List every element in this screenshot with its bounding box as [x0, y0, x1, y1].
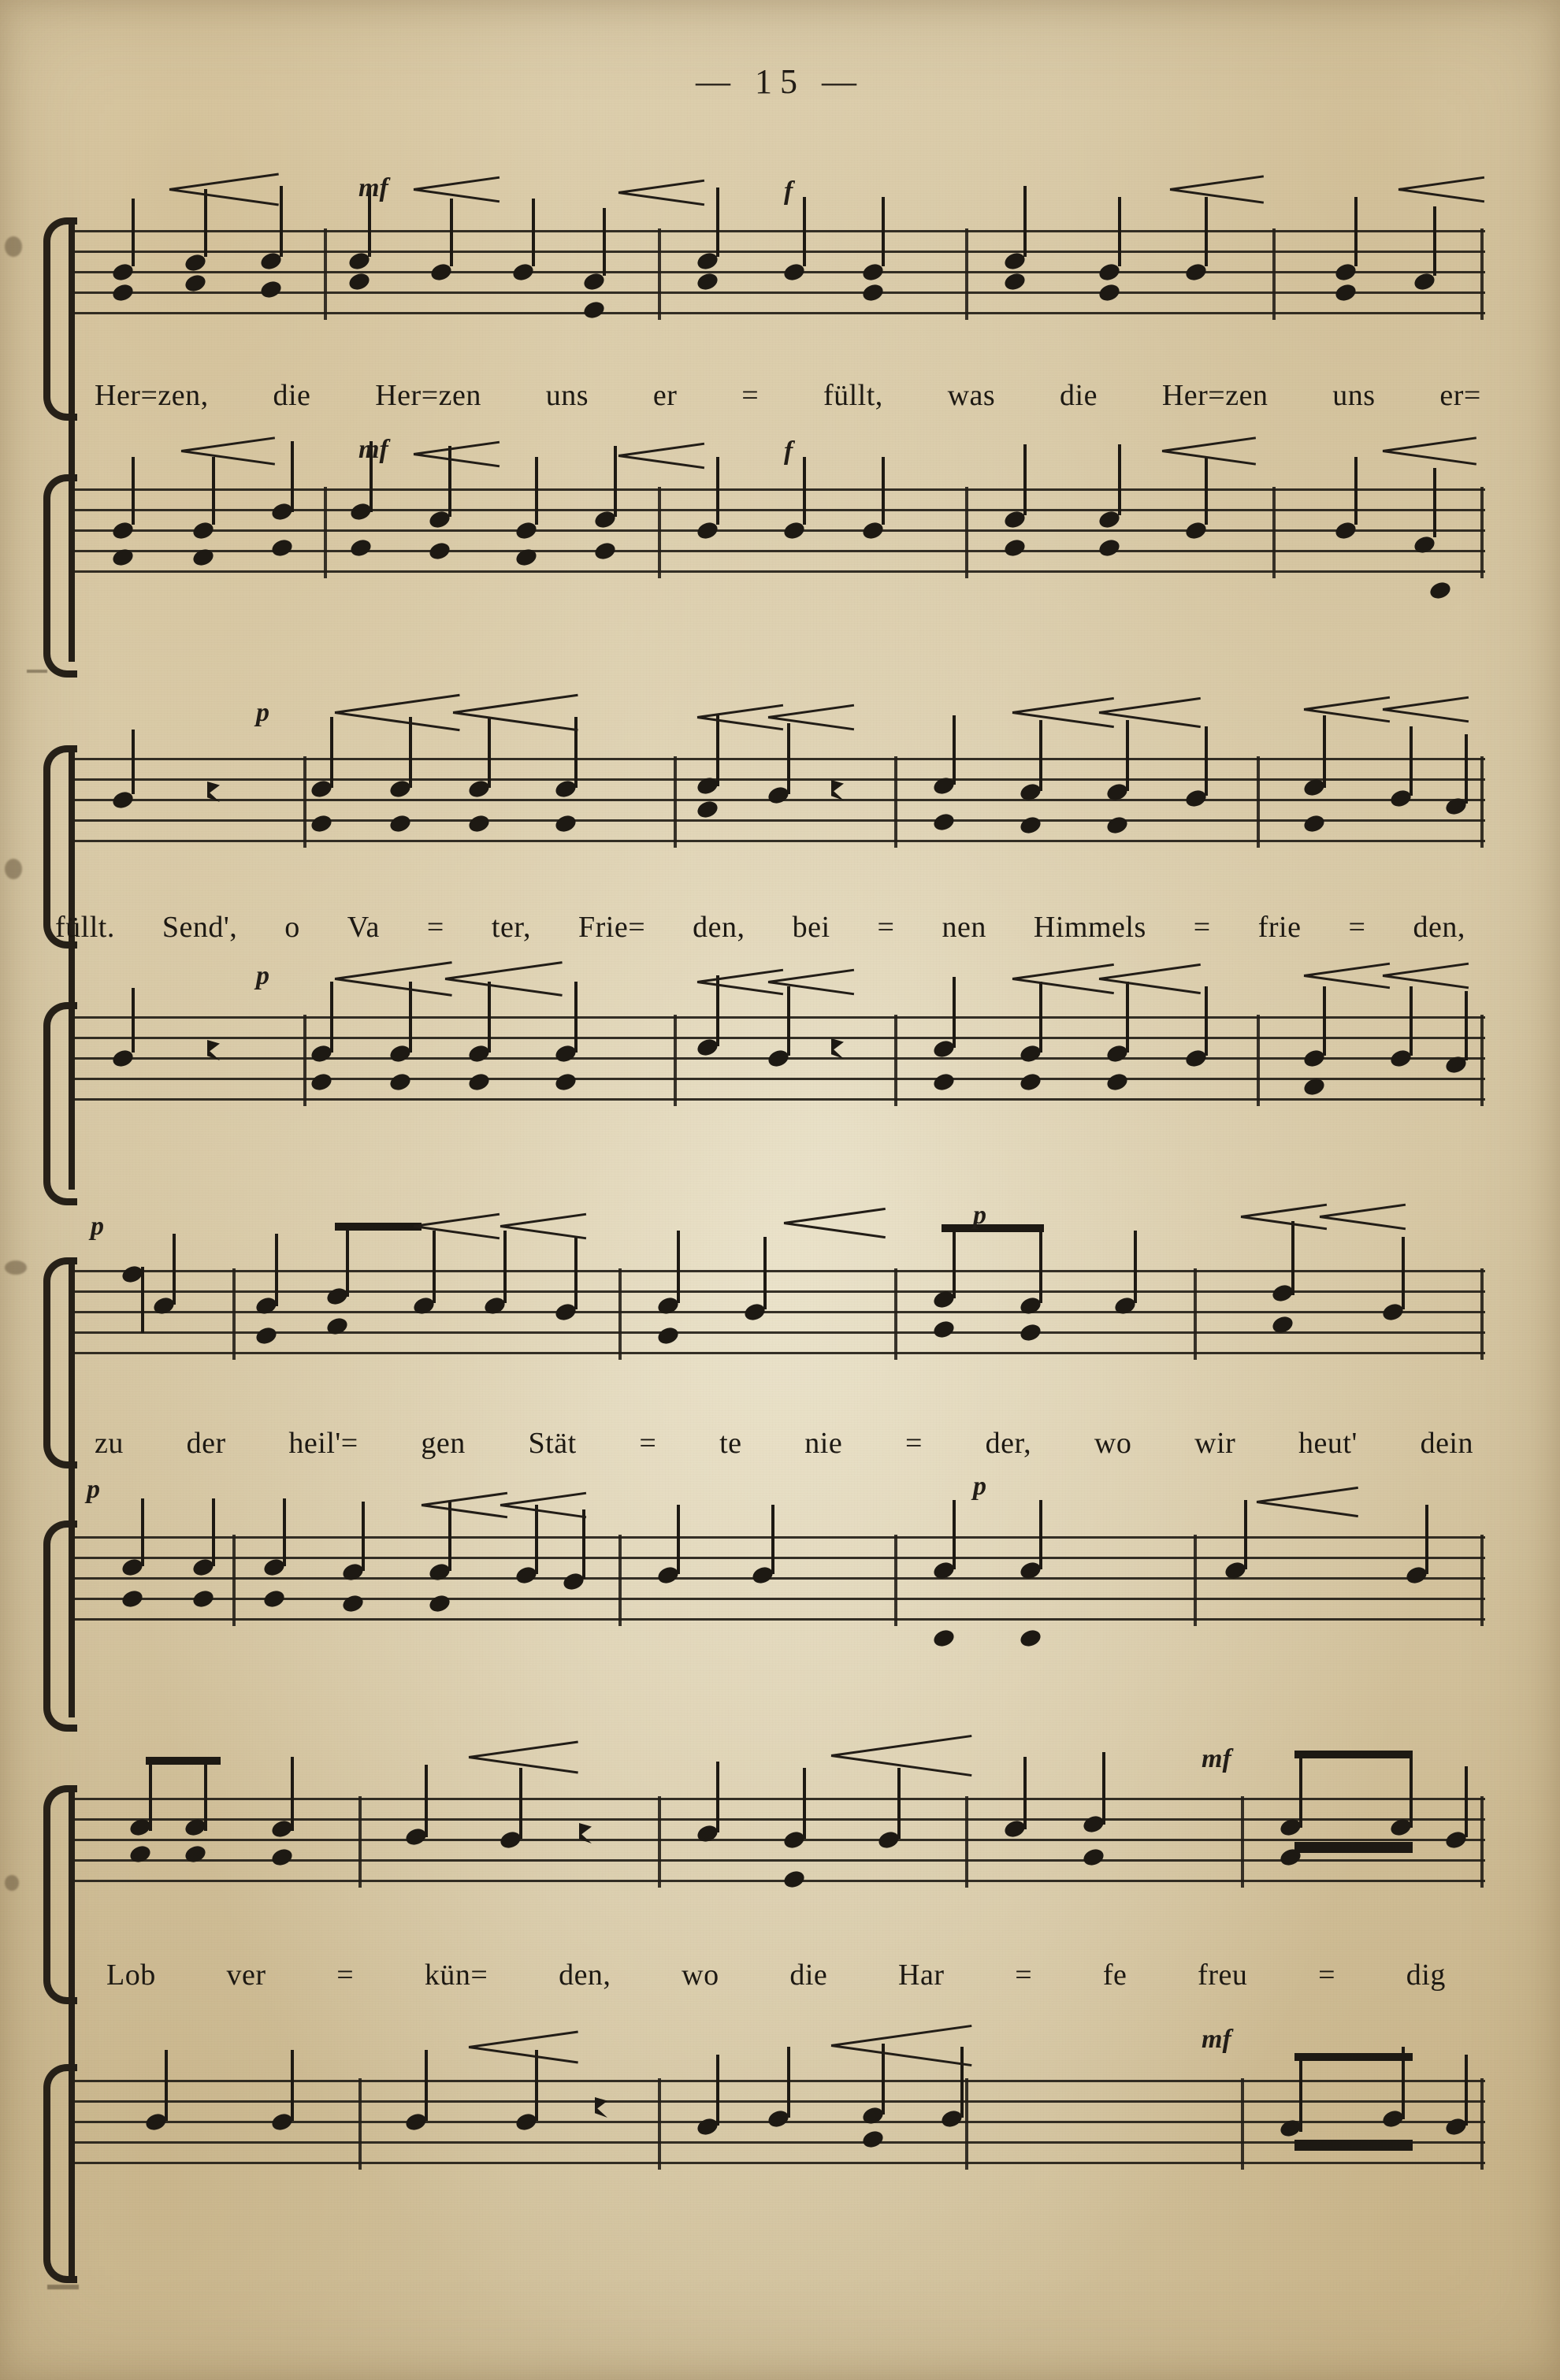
- margin-tear-mark: [47, 2285, 79, 2289]
- decrescendo-hairpin-icon: [1398, 181, 1485, 195]
- decrescendo-hairpin-icon: [181, 443, 276, 457]
- decrescendo-hairpin-icon: [1320, 1209, 1406, 1223]
- lyric-syllable: wo: [1094, 1427, 1132, 1460]
- lyric-syllable: freu: [1198, 1959, 1248, 1992]
- lyric-syllable: was: [947, 379, 996, 412]
- brace-icon: [43, 1785, 77, 2004]
- margin-punch-hole: [5, 236, 22, 257]
- lyric-syllable: Va: [347, 911, 380, 944]
- staff-upper-4: [75, 1798, 1485, 1886]
- margin-punch-hole: [5, 1875, 19, 1891]
- lyric-syllable: Lob: [106, 1959, 156, 1992]
- lyric-syllable: wir: [1194, 1427, 1236, 1460]
- decrescendo-hairpin-icon: [831, 2037, 973, 2051]
- lyric-syllable: =: [639, 1427, 657, 1460]
- lyric-syllable: =: [1193, 911, 1211, 944]
- dynamic-mf: mf: [358, 173, 388, 202]
- lyric-syllable: fe: [1102, 1959, 1127, 1992]
- page-number-dash-left: —: [696, 62, 738, 101]
- lyric-syllable: dein: [1420, 1427, 1473, 1460]
- decrescendo-hairpin-icon: [1170, 181, 1265, 195]
- decrescendo-hairpin-icon: [414, 181, 500, 195]
- crescendo-hairpin-icon: [414, 1218, 500, 1232]
- lyric-syllable: =: [741, 379, 760, 412]
- lyric-syllable: gen: [421, 1427, 466, 1460]
- decrescendo-hairpin-icon: [618, 447, 705, 462]
- staff-lower-1: [75, 488, 1485, 577]
- decrescendo-hairpin-icon: [768, 974, 855, 988]
- lyric-syllable: füllt,: [823, 379, 883, 412]
- crescendo-hairpin-icon: [1241, 1209, 1328, 1223]
- lyric-syllable: den,: [1413, 911, 1465, 944]
- lyric-syllable: bei: [792, 911, 830, 944]
- lyric-syllable: er: [652, 379, 678, 412]
- margin-punch-hole: [5, 1261, 27, 1275]
- crescendo-hairpin-icon: [335, 971, 453, 985]
- lyric-syllable: Send',: [162, 911, 238, 944]
- lyric-syllable: Frie=: [578, 911, 646, 944]
- decrescendo-hairpin-icon: [445, 971, 563, 985]
- decrescendo-hairpin-icon: [500, 1218, 587, 1232]
- lyric-syllable: heut': [1298, 1427, 1358, 1460]
- crescendo-hairpin-icon: [422, 1497, 508, 1511]
- decrescendo-hairpin-icon: [1099, 971, 1202, 985]
- page-number-dash-right: —: [822, 62, 864, 101]
- brace-icon: [43, 1002, 77, 1205]
- dynamic-p: p: [91, 1212, 104, 1241]
- dynamic-p: p: [256, 698, 269, 727]
- lyric-syllable: den,: [693, 911, 745, 944]
- lyric-syllable: nie: [804, 1427, 843, 1460]
- decrescendo-hairpin-icon: [453, 704, 579, 718]
- lyric-syllable: die: [789, 1959, 828, 1992]
- lyric-syllable: nen: [942, 911, 986, 944]
- lyric-syllable: ter,: [491, 911, 531, 944]
- decrescendo-hairpin-icon: [1162, 443, 1257, 457]
- lyric-syllable: =: [1318, 1959, 1336, 1992]
- decrescendo-hairpin-icon: [500, 1497, 587, 1511]
- crescendo-hairpin-icon: [335, 704, 461, 718]
- staff-lower-2: [75, 1016, 1485, 1105]
- lyric-line-4: [106, 1958, 1446, 1992]
- dynamic-p-lower: p: [256, 961, 269, 990]
- lyric-syllable: =: [904, 1427, 923, 1460]
- dynamic-p-2: p: [973, 1201, 986, 1230]
- decrescendo-hairpin-icon: [784, 1215, 886, 1229]
- crescendo-hairpin-icon: [1304, 701, 1391, 715]
- lyric-syllable: uns: [1332, 379, 1376, 412]
- brace-icon: [43, 2064, 77, 2283]
- lyric-syllable: Her=zen: [375, 379, 481, 412]
- staff-upper-3: [75, 1270, 1485, 1358]
- dynamic-f: f: [784, 176, 793, 206]
- lyric-syllable: uns: [545, 379, 589, 412]
- staff-lower-3: [75, 1536, 1485, 1624]
- dynamic-mf-lower: mf: [358, 435, 388, 464]
- lyric-syllable: o: [284, 911, 300, 944]
- decrescendo-hairpin-icon: [169, 181, 280, 195]
- lyric-syllable: Her=zen: [1161, 379, 1268, 412]
- decrescendo-hairpin-icon: [831, 1747, 973, 1762]
- brace-icon: [43, 217, 77, 421]
- dynamic-f-lower: f: [784, 436, 793, 466]
- lyric-syllable: =: [1348, 911, 1366, 944]
- lyric-syllable: Himmels: [1033, 911, 1146, 944]
- lyric-syllable: die: [273, 379, 311, 412]
- lyric-syllable: te: [719, 1427, 742, 1460]
- lyric-syllable: Har: [898, 1959, 945, 1992]
- lyric-syllable: =: [336, 1959, 355, 1992]
- margin-punch-hole: [5, 859, 22, 879]
- lyric-syllable: =: [1015, 1959, 1033, 1992]
- decrescendo-hairpin-icon: [1099, 704, 1202, 718]
- eighth-rest-icon: [831, 780, 844, 800]
- decrescendo-hairpin-icon: [768, 709, 855, 723]
- lyric-line-3: [95, 1426, 1473, 1461]
- lyric-syllable: dig: [1406, 1959, 1446, 1992]
- lyric-syllable: den,: [559, 1959, 611, 1992]
- lyric-syllable: zu: [95, 1427, 124, 1460]
- dynamic-p-lower: p: [87, 1475, 100, 1504]
- eighth-rest-icon: [831, 1038, 844, 1059]
- decrescendo-hairpin-icon: [618, 184, 705, 199]
- staff-upper-2: [75, 758, 1485, 846]
- decrescendo-hairpin-icon: [414, 446, 500, 460]
- crescendo-hairpin-icon: [469, 1749, 579, 1763]
- brace-icon: [43, 1520, 77, 1732]
- lyric-syllable: kün=: [424, 1959, 488, 1992]
- lyric-syllable: die: [1060, 379, 1098, 412]
- page-number: [0, 61, 1560, 102]
- lyric-syllable: ver: [226, 1959, 266, 1992]
- lyric-syllable: der,: [985, 1427, 1032, 1460]
- lyric-syllable: Stät: [528, 1427, 577, 1460]
- staff-upper-1: [75, 230, 1485, 318]
- brace-icon: [43, 1257, 77, 1468]
- lyric-syllable: wo: [682, 1959, 719, 1992]
- lyric-syllable: der: [186, 1427, 226, 1460]
- crescendo-hairpin-icon: [469, 2039, 579, 2053]
- lyric-line-2: [55, 910, 1465, 945]
- dynamic-mf: mf: [1202, 1744, 1231, 1773]
- lyric-syllable: er=: [1439, 379, 1481, 412]
- decrescendo-hairpin-icon: [1383, 443, 1477, 457]
- decrescendo-hairpin-icon: [1257, 1494, 1359, 1508]
- dynamic-p-2-lower: p: [973, 1472, 986, 1501]
- lyric-syllable: =: [426, 911, 444, 944]
- brace-icon: [43, 474, 77, 678]
- margin-tear-mark: [27, 670, 47, 673]
- crescendo-hairpin-icon: [1304, 967, 1391, 982]
- decrescendo-hairpin-icon: [1383, 967, 1469, 982]
- lyric-syllable: Her=zen,: [95, 379, 209, 412]
- staff-lower-4: [75, 2080, 1485, 2168]
- lyric-syllable: heil'=: [288, 1427, 358, 1460]
- decrescendo-hairpin-icon: [1383, 701, 1469, 715]
- lyric-syllable: =: [877, 911, 895, 944]
- lyric-line-1: [95, 378, 1481, 413]
- page-number-value: 15: [755, 62, 805, 101]
- lyric-syllable: frie: [1257, 911, 1302, 944]
- lyric-syllable: füllt.: [55, 911, 115, 944]
- dynamic-mf-lower: mf: [1202, 2025, 1231, 2054]
